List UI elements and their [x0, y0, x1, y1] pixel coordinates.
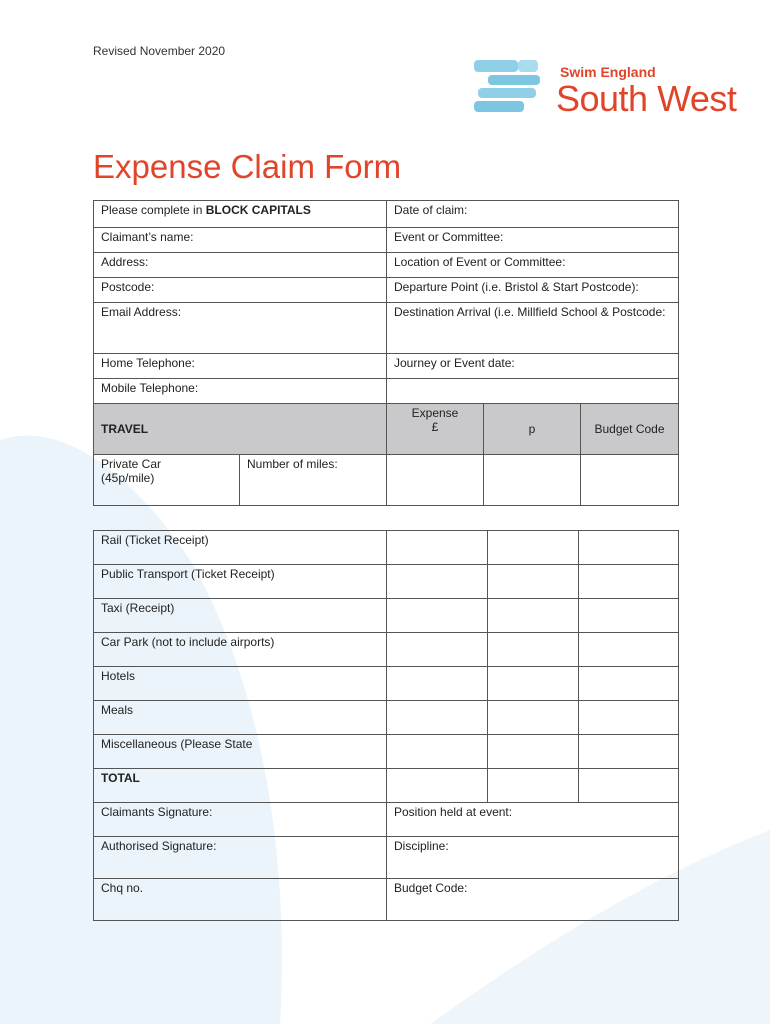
expense-row — [94, 565, 679, 599]
claimant-signature-field[interactable]: Claimants Signature: — [94, 803, 387, 837]
budget-code-header: Budget Code — [581, 404, 679, 455]
logo-text-top: Swim England — [560, 64, 656, 80]
address-field[interactable]: Address: — [94, 253, 387, 278]
destination-field[interactable]: Destination Arrival (i.e. Millfield School & Postcode: — [387, 303, 679, 354]
expense-pound-cell[interactable] — [387, 701, 488, 735]
expense-row — [94, 599, 679, 633]
expense-pence-cell[interactable] — [488, 735, 579, 769]
email-field[interactable]: Email Address: — [94, 303, 387, 354]
expense-row-label: Taxi (Receipt) — [94, 599, 387, 633]
expense-row-label: Meals — [94, 701, 387, 735]
expense-row — [94, 735, 679, 769]
travel-header: TRAVEL — [94, 404, 387, 455]
instruction-text: Please complete in — [101, 203, 206, 217]
swim-england-logo-icon — [474, 58, 550, 114]
total-pence-cell[interactable] — [488, 769, 579, 803]
expense-row-label: Rail (Ticket Receipt) — [94, 531, 387, 565]
home-telephone-field[interactable]: Home Telephone: — [94, 354, 387, 379]
journey-date-field[interactable]: Journey or Event date: — [387, 354, 679, 379]
chq-field[interactable]: Chq no. — [94, 879, 387, 921]
private-car-rate: (45p/mile) — [101, 471, 155, 485]
car-pence-cell[interactable] — [484, 455, 581, 506]
mobile-telephone-blank — [387, 379, 679, 404]
claimant-details-table — [93, 200, 679, 506]
expense-row — [94, 701, 679, 735]
mobile-telephone-field[interactable]: Mobile Telephone: — [94, 379, 387, 404]
expense-row — [94, 633, 679, 667]
authorised-signature-field[interactable]: Authorised Signature: — [94, 837, 387, 879]
budget-code-field[interactable]: Budget Code: — [387, 879, 679, 921]
expense-row — [94, 667, 679, 701]
departure-field[interactable]: Departure Point (i.e. Bristol & Start Postcode): — [387, 278, 679, 303]
expense-budget-cell[interactable] — [579, 701, 679, 735]
instruction-cell — [94, 201, 387, 228]
total-label — [94, 769, 387, 803]
pence-header: p — [484, 404, 581, 455]
total-text: TOTAL — [101, 771, 140, 785]
expense-pence-cell[interactable] — [488, 701, 579, 735]
location-field[interactable]: Location of Event or Committee: — [387, 253, 679, 278]
expense-pound-cell[interactable] — [387, 599, 488, 633]
instruction-bold: BLOCK CAPITALS — [205, 203, 311, 217]
expense-pound-cell[interactable] — [387, 735, 488, 769]
expense-pence-cell[interactable] — [488, 531, 579, 565]
total-budget-cell[interactable] — [579, 769, 679, 803]
position-field[interactable]: Position held at event: — [387, 803, 679, 837]
expense-budget-cell[interactable] — [579, 565, 679, 599]
logo-text-main: South West — [556, 78, 737, 119]
expense-pence-cell[interactable] — [488, 633, 579, 667]
car-budget-cell[interactable] — [581, 455, 679, 506]
page-title: Expense Claim Form — [93, 148, 402, 185]
expense-pence-cell[interactable] — [488, 599, 579, 633]
expense-pound-header — [387, 404, 484, 455]
total-pound-cell[interactable] — [387, 769, 488, 803]
expense-budget-cell[interactable] — [579, 633, 679, 667]
expense-row-label: Hotels — [94, 667, 387, 701]
miles-field[interactable]: Number of miles: — [240, 455, 387, 506]
pound-symbol: £ — [431, 420, 439, 434]
expense-pence-cell[interactable] — [488, 667, 579, 701]
expense-row — [94, 531, 679, 565]
expense-row-label: Public Transport (Ticket Receipt) — [94, 565, 387, 599]
expense-pound-cell[interactable] — [387, 531, 488, 565]
expense-pound-cell[interactable] — [387, 667, 488, 701]
expense-pence-cell[interactable] — [488, 565, 579, 599]
expenses-table — [93, 530, 679, 921]
event-committee-field[interactable]: Event or Committee: — [387, 228, 679, 253]
postcode-field[interactable]: Postcode: — [94, 278, 387, 303]
expense-row-label: Miscellaneous (Please State — [94, 735, 387, 769]
private-car-text: Private Car — [101, 457, 162, 471]
private-car-label — [94, 455, 240, 506]
car-pound-cell[interactable] — [387, 455, 484, 506]
expense-budget-cell[interactable] — [579, 667, 679, 701]
expense-budget-cell[interactable] — [579, 531, 679, 565]
expense-pound-cell[interactable] — [387, 633, 488, 667]
claimant-name-field[interactable]: Claimant’s name: — [94, 228, 387, 253]
expense-budget-cell[interactable] — [579, 599, 679, 633]
expense-row-label: Car Park (not to include airports) — [94, 633, 387, 667]
expense-pound-cell[interactable] — [387, 565, 488, 599]
discipline-field[interactable]: Discipline: — [387, 837, 679, 879]
expense-budget-cell[interactable] — [579, 735, 679, 769]
expense-header-label: Expense — [411, 406, 459, 420]
date-of-claim-field[interactable]: Date of claim: — [387, 201, 679, 228]
revised-date: Revised November 2020 — [93, 44, 226, 58]
